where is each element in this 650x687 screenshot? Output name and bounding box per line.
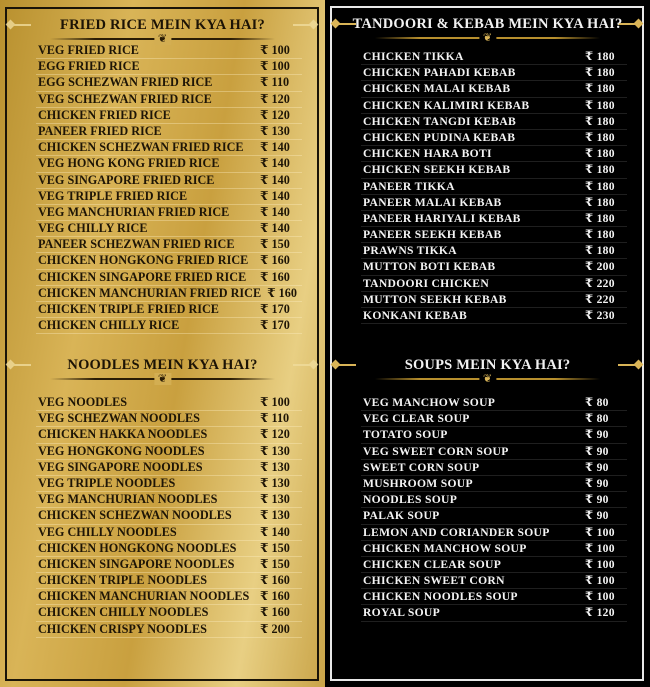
item-name: VEG HONGKONG NOODLES: [38, 443, 205, 458]
menu-item: [36, 286, 302, 302]
section-title: NOODLES MEIN KYA HAI?: [67, 357, 258, 373]
item-name: CHICKEN SINGAPORE NOODLES: [38, 556, 235, 571]
item-price: ₹ 140: [260, 188, 290, 203]
menu-item: [361, 308, 627, 324]
item-price: ₹ 150: [260, 556, 290, 571]
item-price: ₹ 180: [585, 228, 615, 242]
item-name: CHICKEN FRIED RICE: [38, 107, 171, 122]
item-price: ₹ 130: [260, 459, 290, 474]
menu-item: [36, 557, 302, 573]
menu-item: [36, 189, 302, 205]
item-name: VEG MANCHOW SOUP: [363, 396, 496, 409]
menu-item: [36, 205, 302, 221]
menu-item: [361, 292, 627, 308]
menu-item: [36, 444, 302, 460]
item-name: CHICKEN MANCHOW SOUP: [363, 541, 527, 555]
menu-item: [36, 237, 302, 253]
item-name: CHICKEN TRIPLE FRIED RICE: [38, 302, 219, 316]
item-price: ₹ 160: [260, 605, 290, 620]
menu-item: [361, 98, 627, 114]
black-menu-panel: [325, 0, 650, 687]
menu-item: [361, 65, 627, 81]
item-price: ₹ 130: [260, 492, 290, 507]
item-price: ₹ 90: [585, 428, 609, 442]
item-price: ₹ 130: [260, 475, 290, 490]
item-name: CHICKEN CHILLY RICE: [38, 318, 180, 333]
item-name: VEG FRIED RICE: [38, 43, 139, 57]
menu-item: [361, 492, 627, 508]
item-price: ₹ 100: [585, 557, 615, 571]
item-price: ₹ 100: [585, 541, 615, 555]
item-name: VEG HONG KONG FRIED RICE: [38, 156, 220, 171]
item-price: ₹ 140: [260, 204, 290, 219]
item-name: CHICKEN HONGKONG NOODLES: [38, 540, 237, 555]
item-price: ₹ 220: [585, 292, 615, 306]
item-name: PANEER MALAI KEBAB: [363, 195, 502, 209]
item-name: CHICKEN MANCHURIAN FRIED RICE: [38, 285, 262, 300]
item-name: CHICKEN HARA BOTI: [363, 147, 492, 161]
item-price: ₹ 160: [260, 573, 290, 588]
item-price: ₹ 120: [260, 107, 290, 122]
item-name: VEG NOODLES: [38, 395, 128, 409]
item-name: EGG SCHEZWAN FRIED RICE: [38, 75, 213, 90]
menu-item: [36, 302, 302, 318]
item-price: ₹ 140: [260, 172, 290, 187]
item-name: VEG SINGAPORE NOODLES: [38, 459, 203, 474]
menu-item: [36, 108, 302, 124]
item-price: ₹ 90: [585, 509, 609, 523]
item-price: ₹ 200: [260, 621, 290, 636]
item-price: ₹ 180: [585, 66, 615, 80]
item-name: PANEER HARIYALI KEBAB: [363, 211, 521, 225]
item-name: MUTTON BOTI KEBAB: [363, 260, 496, 274]
menu-item: [361, 411, 627, 427]
item-price: ₹ 140: [260, 221, 290, 236]
item-price: ₹ 120: [260, 427, 290, 442]
item-name: TANDOORI CHICKEN: [363, 276, 490, 290]
item-price: ₹ 120: [585, 606, 615, 620]
item-name: PANEER FRIED RICE: [38, 123, 162, 138]
divider-ornament-icon: ❦: [50, 378, 275, 380]
item-price: ₹ 180: [585, 130, 615, 144]
item-price: ₹ 180: [585, 211, 615, 225]
item-price: ₹ 180: [585, 114, 615, 128]
menu-item: [36, 59, 302, 75]
item-price: ₹ 100: [260, 395, 290, 409]
item-name: CHICKEN SCHEZWAN NOODLES: [38, 508, 232, 523]
item-price: ₹ 150: [260, 540, 290, 555]
item-name: VEG SWEET CORN SOUP: [363, 444, 509, 458]
item-price: ₹ 180: [585, 195, 615, 209]
menu-item: [36, 541, 302, 557]
menu-item-list: [361, 395, 627, 622]
item-price: ₹ 130: [260, 508, 290, 523]
item-name: EGG FRIED RICE: [38, 59, 140, 74]
item-price: ₹ 180: [585, 50, 615, 63]
section-title: TANDOORI & KEBAB MEIN KYA HAI?: [352, 16, 623, 32]
menu-item: [36, 573, 302, 589]
item-name: SWEET CORN SOUP: [363, 460, 480, 474]
menu-item: [361, 541, 627, 557]
menu-item: [36, 525, 302, 541]
item-name: NOODLES SOUP: [363, 493, 458, 507]
menu-item: [36, 508, 302, 524]
item-price: ₹ 180: [585, 244, 615, 258]
item-price: ₹ 160: [260, 269, 290, 284]
divider-ornament-icon: ❦: [50, 38, 275, 40]
menu-item: [361, 460, 627, 476]
item-name: TOTATO SOUP: [363, 428, 448, 442]
item-name: PALAK SOUP: [363, 509, 440, 523]
menu-item: [361, 525, 627, 541]
menu-item-list: [36, 395, 302, 638]
item-name: LEMON AND CORIANDER SOUP: [363, 525, 550, 539]
menu-item: [361, 227, 627, 243]
item-price: ₹ 150: [260, 237, 290, 252]
menu-item: [36, 411, 302, 427]
item-name: CHICKEN SEEKH KEBAB: [363, 163, 511, 177]
menu-item: [361, 259, 627, 275]
item-price: ₹ 220: [585, 276, 615, 290]
item-name: CHICKEN NOODLES SOUP: [363, 590, 518, 604]
divider-ornament-icon: ❦: [375, 378, 600, 380]
item-price: ₹ 110: [260, 411, 290, 426]
item-name: VEG CLEAR SOUP: [363, 412, 470, 426]
item-name: MUTTON SEEKH KEBAB: [363, 292, 507, 306]
menu-item: [36, 427, 302, 443]
menu-item: [361, 81, 627, 97]
menu-item: [361, 179, 627, 195]
item-name: VEG MANCHURIAN FRIED RICE: [38, 204, 230, 219]
item-price: ₹ 130: [260, 123, 290, 138]
menu-item: [36, 589, 302, 605]
item-price: ₹ 170: [260, 318, 290, 333]
item-price: ₹ 90: [585, 444, 609, 458]
item-name: CHICKEN HAKKA NOODLES: [38, 427, 208, 442]
item-price: ₹ 180: [585, 163, 615, 177]
menu-item: [36, 492, 302, 508]
item-price: ₹ 90: [585, 460, 609, 474]
menu-item: [361, 276, 627, 292]
menu-item: [361, 211, 627, 227]
item-price: ₹ 80: [585, 412, 609, 426]
item-name: ROYAL SOUP: [363, 606, 440, 620]
item-price: ₹ 160: [267, 285, 297, 300]
item-name: CHICKEN TIKKA: [363, 50, 464, 63]
item-price: ₹ 110: [260, 75, 290, 90]
menu-item: [361, 243, 627, 259]
item-price: ₹ 170: [260, 302, 290, 316]
menu-item: [36, 395, 302, 411]
item-name: CHICKEN SINGAPORE FRIED RICE: [38, 269, 247, 284]
item-name: PANEER TIKKA: [363, 179, 455, 193]
item-name: CHICKEN HONGKONG FRIED RICE: [38, 253, 249, 268]
menu-item: [361, 444, 627, 460]
item-name: CHICKEN SCHEZWAN FRIED RICE: [38, 140, 244, 155]
menu-item: [36, 75, 302, 91]
menu-item: [361, 114, 627, 130]
item-price: ₹ 100: [585, 525, 615, 539]
item-name: VEG SCHEZWAN NOODLES: [38, 411, 200, 426]
item-name: CHICKEN MANCHURIAN NOODLES: [38, 589, 250, 604]
item-price: ₹ 180: [585, 82, 615, 96]
menu-item: [36, 156, 302, 172]
section-title: SOUPS MEIN KYA HAI?: [404, 357, 571, 373]
menu-item-list: [361, 49, 627, 324]
item-name: CHICKEN KALIMIRI KEBAB: [363, 98, 530, 112]
menu-item: [361, 573, 627, 589]
menu-item: [36, 140, 302, 156]
item-name: CHICKEN CRISPY NOODLES: [38, 621, 207, 636]
menu-item: [36, 92, 302, 108]
item-price: ₹ 90: [585, 493, 609, 507]
item-name: VEG TRIPLE NOODLES: [38, 475, 176, 490]
item-price: ₹ 180: [585, 147, 615, 161]
item-price: ₹ 140: [260, 140, 290, 155]
item-price: ₹ 100: [260, 43, 290, 57]
menu-item: [36, 173, 302, 189]
section-title: FRIED RICE MEIN KYA HAI?: [60, 17, 265, 33]
menu-item: [361, 589, 627, 605]
item-name: CHICKEN SWEET CORN: [363, 574, 505, 588]
item-price: ₹ 100: [585, 590, 615, 604]
menu-item: [361, 146, 627, 162]
item-price: ₹ 100: [585, 574, 615, 588]
item-price: ₹ 200: [585, 260, 615, 274]
item-name: CHICKEN CLEAR SOUP: [363, 557, 502, 571]
menu-item-list: [36, 43, 302, 334]
item-name: MUSHROOM SOUP: [363, 476, 473, 490]
item-name: CHICKEN MALAI KEBAB: [363, 82, 511, 96]
item-name: VEG SINGAPORE FRIED RICE: [38, 172, 215, 187]
menu-item: [361, 49, 627, 65]
item-name: PRAWNS TIKKA: [363, 244, 457, 258]
menu-item: [361, 476, 627, 492]
item-name: KONKANI KEBAB: [363, 309, 468, 322]
item-name: CHICKEN PAHADI KEBAB: [363, 66, 516, 80]
menu-item: [36, 253, 302, 269]
menu-item: [36, 318, 302, 334]
menu-item: [361, 395, 627, 411]
item-price: ₹ 180: [585, 179, 615, 193]
item-price: ₹ 80: [585, 396, 609, 409]
item-name: CHICKEN CHILLY NOODLES: [38, 605, 209, 620]
item-price: ₹ 130: [260, 443, 290, 458]
menu-item: [36, 476, 302, 492]
item-price: ₹ 140: [260, 156, 290, 171]
menu-item: [36, 43, 302, 59]
item-price: ₹ 230: [585, 309, 615, 322]
item-name: VEG SCHEZWAN FRIED RICE: [38, 91, 212, 106]
menu-item: [36, 221, 302, 237]
item-price: ₹ 100: [260, 59, 290, 74]
menu-item: [361, 508, 627, 524]
menu-item: [36, 270, 302, 286]
menu-item: [361, 195, 627, 211]
item-name: CHICKEN PUDINA KEBAB: [363, 130, 516, 144]
menu-item: [361, 427, 627, 443]
menu-item: [36, 124, 302, 140]
item-price: ₹ 160: [260, 253, 290, 268]
item-name: VEG MANCHURIAN NOODLES: [38, 492, 218, 507]
menu-item: [361, 557, 627, 573]
menu-item: [361, 130, 627, 146]
item-name: VEG CHILLY RICE: [38, 221, 148, 236]
item-price: ₹ 180: [585, 98, 615, 112]
item-price: ₹ 160: [260, 589, 290, 604]
item-name: CHICKEN TRIPLE NOODLES: [38, 573, 208, 588]
menu-item: [361, 162, 627, 178]
item-name: CHICKEN TANGDI KEBAB: [363, 114, 517, 128]
item-name: PANEER SCHEZWAN FRIED RICE: [38, 237, 235, 252]
item-name: VEG TRIPLE FRIED RICE: [38, 188, 188, 203]
menu-item: [361, 605, 627, 621]
divider-ornament-icon: ❦: [375, 37, 600, 39]
menu-item: [36, 605, 302, 621]
item-price: ₹ 90: [585, 476, 609, 490]
menu-item: [36, 460, 302, 476]
item-price: ₹ 120: [260, 91, 290, 106]
menu-item: [36, 622, 302, 638]
item-price: ₹ 140: [260, 524, 290, 539]
item-name: VEG CHILLY NOODLES: [38, 524, 177, 539]
item-name: PANEER SEEKH KEBAB: [363, 228, 502, 242]
